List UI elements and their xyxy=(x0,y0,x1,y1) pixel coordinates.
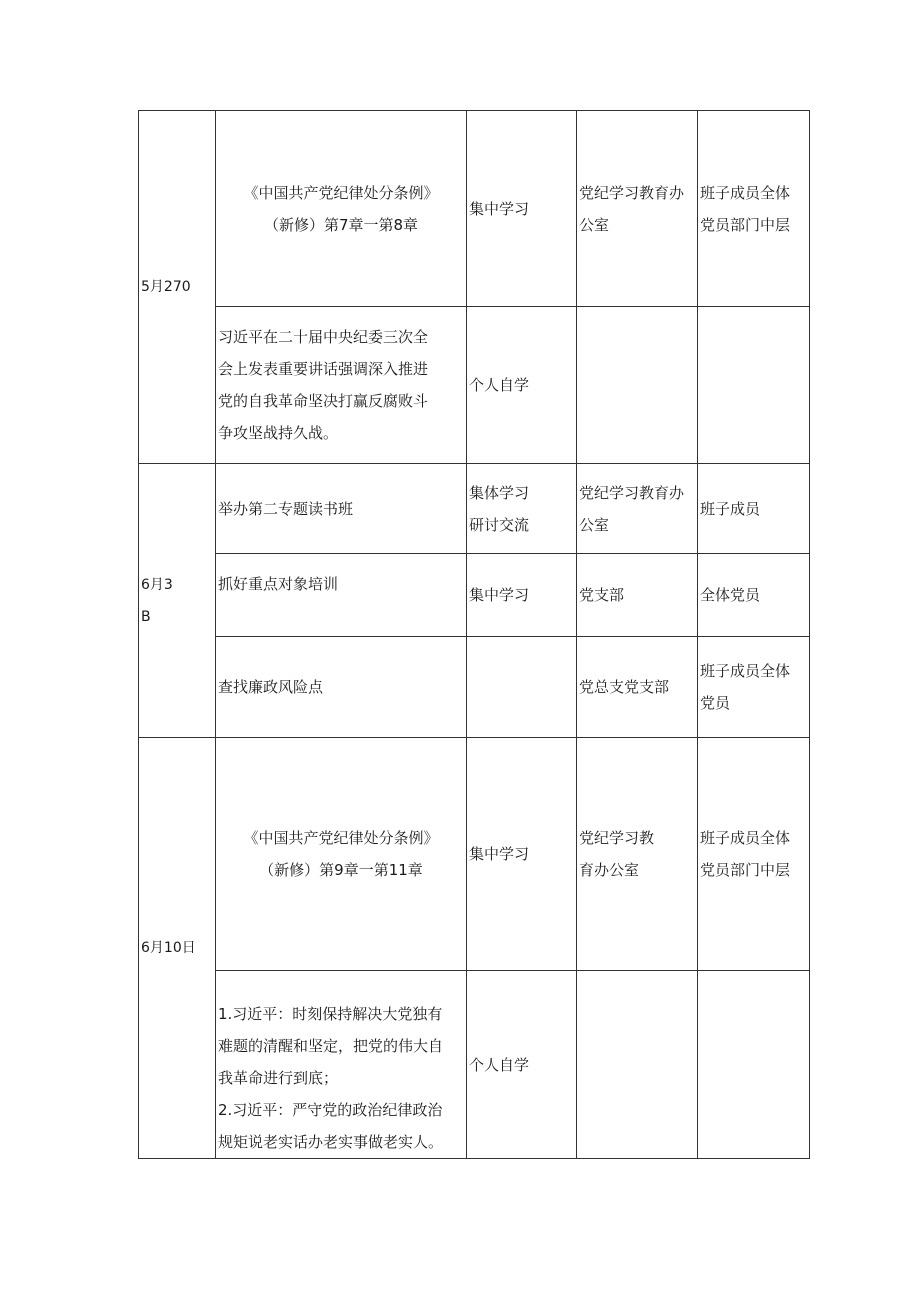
content-cell: 《中国共产党纪律处分条例》 （新修）第7章一第8章 xyxy=(216,111,467,307)
table-row xyxy=(139,307,810,464)
study-schedule-table xyxy=(138,110,810,1159)
organizer-cell: 党纪学习教 育办公室 xyxy=(577,738,698,971)
table-row xyxy=(139,111,810,307)
organizer-cell xyxy=(577,307,698,464)
content-cell: 查找廉政风险点 xyxy=(216,637,467,738)
table-row xyxy=(139,554,810,637)
content-cell: 《中国共产党纪律处分条例》 （新修）第9章一第11章 xyxy=(216,738,467,971)
participants-cell: 班子成员 xyxy=(698,464,810,554)
table-row xyxy=(139,738,810,971)
content-cell: 1.习近平：时刻保持解决大党独有 难题的清醒和坚定，把党的伟大自 我革命进行到底； 2.习近平：严守党的政治纪律政治 规矩说老实话办老实事做老实人。 xyxy=(216,971,467,1159)
content-cell: 习近平在二十届中央纪委三次全 会上发表重要讲话强调深入推进 党的自我革命坚决打赢反腐败斗 争攻坚战持久战。 xyxy=(216,307,467,464)
participants-cell xyxy=(698,307,810,464)
date-cell: 6月10日 xyxy=(139,738,216,1159)
content-cell: 抓好重点对象培训 xyxy=(216,554,467,637)
organizer-cell xyxy=(577,971,698,1159)
participants-cell xyxy=(698,971,810,1159)
method-cell: 个人自学 xyxy=(467,971,577,1159)
method-cell: 集中学习 xyxy=(467,111,577,307)
method-cell: 集体学习 研讨交流 xyxy=(467,464,577,554)
organizer-cell: 党支部 xyxy=(577,554,698,637)
method-cell: 集中学习 xyxy=(467,554,577,637)
participants-cell: 班子成员全体 党员部门中层 xyxy=(698,738,810,971)
content-cell: 举办第二专题读书班 xyxy=(216,464,467,554)
organizer-cell: 党纪学习教育办 公室 xyxy=(577,464,698,554)
method-cell: 个人自学 xyxy=(467,307,577,464)
method-cell xyxy=(467,637,577,738)
participants-cell: 全体党员 xyxy=(698,554,810,637)
date-cell: 5月270 xyxy=(139,111,216,464)
table-row xyxy=(139,971,810,1159)
participants-cell: 班子成员全体 党员 xyxy=(698,637,810,738)
organizer-cell: 党纪学习教育办 公室 xyxy=(577,111,698,307)
method-cell: 集中学习 xyxy=(467,738,577,971)
date-cell: 6月3 B xyxy=(139,464,216,738)
table-row xyxy=(139,464,810,554)
organizer-cell: 党总支党支部 xyxy=(577,637,698,738)
table-row xyxy=(139,637,810,738)
participants-cell: 班子成员全体 党员部门中层 xyxy=(698,111,810,307)
